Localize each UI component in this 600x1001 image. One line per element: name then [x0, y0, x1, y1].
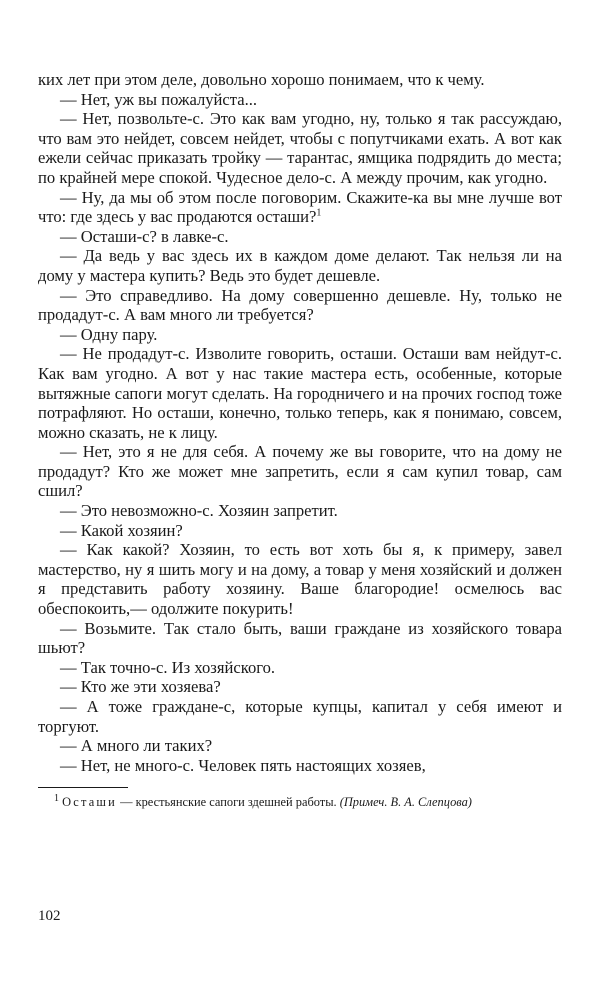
- paragraph: — Нет, это я не для себя. А почему же вы говорите, что на дому не продадут? Кто же может мне запретить, если я сам купил товар, сам сшил?: [38, 442, 562, 501]
- paragraph: — Нет, не много-с. Человек пять настоящих хозяев,: [60, 755, 426, 775]
- paragraph: [38, 188, 562, 227]
- page-body: [38, 70, 562, 810]
- footnote: [38, 794, 562, 810]
- paragraph: — А много ли таких?: [60, 736, 213, 756]
- paragraph: — Не продадут-с. Изволите говорить, осташи. Осташи вам нейдут-с. Как вам угодно. А вот у нас такие мастера есть, особенные, которые вытяжные сапоги могут сделать. На городничего и на прочих господ тоже потрафляют. Но осташи, конечно, только теперь, как я понимаю, совсем, можно сказать, не к лицу.: [38, 344, 562, 442]
- paragraph: — Какой хозяин?: [60, 520, 183, 540]
- footnote-text: — крестьянские сапоги здешней работы.: [117, 795, 340, 810]
- footnote-term: Осташи: [62, 795, 117, 810]
- paragraph: — Одну пару.: [60, 324, 158, 344]
- paragraph: — Это невозможно-с. Хозяин запретит.: [60, 501, 338, 521]
- footnote-divider: [38, 787, 128, 788]
- paragraph: — Кто же эти хозяева?: [60, 677, 221, 697]
- paragraph: — Так точно-с. Из хозяйского.: [60, 657, 276, 677]
- footnote-editor-note: (Примеч. В. А. Слепцова): [339, 795, 472, 810]
- paragraph: ких лет при этом деле, довольно хорошо понимаем, что к чему.: [38, 70, 485, 89]
- paragraph: — Осташи-с? в лавке-с.: [60, 226, 229, 246]
- paragraph: — Это справедливо. На дому совершенно дешевле. Ну, только не продадут-с. А вам много ли требуется?: [38, 285, 562, 325]
- paragraph: — Как какой? Хозяин, то есть вот хоть бы я, к примеру, завел мастерство, ну я шить могу и на дому, а товар у меня хозяйский и должен я представить работу хозяину. Ваше благородие! осмелюсь вас обеспокоить,— одолжите покурить!: [38, 540, 562, 619]
- footnote-marker: 1: [54, 793, 59, 805]
- paragraph: — Нет, позвольте-с. Это как вам угодно, ну, только я так рассуждаю, что вам это нейдет, совсем нейдет, чтобы с попутчиками ехать. А вот как ежели сейчас приказать тройку — тарантас, ямщика подрядить до места; по крайней мере спокой. Чудесное дело-с. А между прочим, как угодно.: [38, 109, 562, 187]
- paragraph: — Нет, уж вы пожалуйста...: [60, 89, 258, 109]
- footnote-reference: 1: [316, 207, 322, 219]
- paragraph-text: — Ну, да мы об этом после поговорим. Скажите-ка вы мне лучше вот что: где здесь у вас продаются осташи?: [38, 187, 562, 227]
- page-number: 102: [38, 908, 61, 924]
- paragraph: — А тоже граждане-с, которые купцы, капитал у себя имеют и торгуют.: [38, 697, 562, 736]
- paragraph: — Возьмите. Так стало быть, ваши граждане из хозяйского товара шьют?: [38, 618, 562, 658]
- paragraph: — Да ведь у вас здесь их в каждом доме делают. Так нельзя ли на дому у мастера купить? Ведь это будет дешевле.: [38, 246, 562, 285]
